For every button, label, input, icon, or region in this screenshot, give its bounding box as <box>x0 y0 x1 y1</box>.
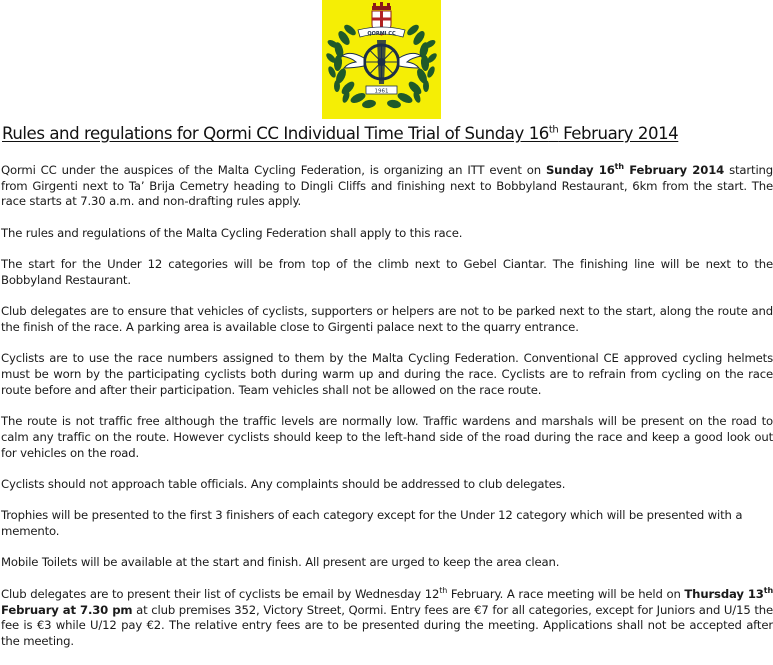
paragraph-trophies: Trophies will be presented to the first 3 finishers of each category except for the Under 12 category which will be presented with a memento. <box>1 508 743 539</box>
meeting-date-day: Thursday 13 <box>684 586 764 601</box>
intro-text-rest: starting from Girgenti next to Ta’ Brija Cemetry heading to Dingli Cliffs and finishing next to Bobbyland Restaurant, 6km from the start. The race starts at 7.30 a.m. and non-drafting rules apply. <box>1 163 773 209</box>
page-title <box>2 124 772 143</box>
paragraph-parking: Club delegates are to ensure that vehicles of cyclists, supporters or helpers are not to be parked next to the start, along the route and the finish of the race. A parking area is available close to Girgenti palace next to the quarry entrance. <box>1 304 773 334</box>
logo-club-name: QORMI CC <box>367 31 396 37</box>
logo-year: 1961 <box>374 88 389 95</box>
paragraph-under12-start: The start for the Under 12 categories will be from top of the climb next to Gebel Ciantar. The finishing line will be next to the Bobbyland Restaurant. <box>1 257 773 287</box>
meeting-text-rest: at club premises 352, Victory Street, Qormi. Entry fees are €7 for all categories, except for Juniors and U/15 the fee is €3 while U/12 pay €2. The relative entry fees are to be presented during the meeting. Applications shall not be accepted after the meeting. <box>1 602 773 648</box>
intro-text: Qormi CC under the auspices of the Malta Cycling Federation, is organizing an ITT event on <box>1 163 546 177</box>
meeting-date-day-sup: th <box>763 585 773 595</box>
title-text-end: February 2014 <box>558 124 679 143</box>
intro-date <box>546 163 724 177</box>
rules-body <box>1 163 773 665</box>
paragraph-race-numbers: Cyclists are to use the race numbers assigned to them by the Malta Cycling Federation. Conventional CE approved cycling helmets must be worn by the participating cyclists both during warm up and during the race. Cyclists are to refrain from cycling on the race route before and after their participation. Team vehicles shall not be allowed on the race route. <box>1 351 773 397</box>
paragraph-officials: Cyclists should not approach table officials. Any complaints should be addressed to club delegates. <box>1 476 566 491</box>
paragraph-meeting <box>1 587 773 650</box>
meeting-text: Club delegates are to present their list of cyclists be email by Wednesday 12 <box>1 586 440 601</box>
paragraph-regulations: The rules and regulations of the Malta Cycling Federation shall apply to this race. <box>1 225 463 240</box>
meeting-text-mid: February. A race meeting will be held on <box>447 586 685 601</box>
title-superscript: th <box>548 124 559 136</box>
intro-date-month: February 2014 <box>623 163 725 177</box>
intro-date-day: Sunday 16 <box>545 163 615 177</box>
meeting-date-time: February at 7.30 pm <box>1 602 133 617</box>
meeting-date-sup: th <box>439 585 448 595</box>
club-logo <box>322 0 441 119</box>
intro-date-sup: th <box>614 162 624 172</box>
paragraph-intro <box>1 163 773 210</box>
paragraph-traffic: The route is not traffic free although the traffic levels are normally low. Traffic wardens and marshals will be present on the road to calm any traffic on the route. However cyclists should keep to the left-hand side of the road during the race and keep a good look out for vehicles on the road. <box>1 414 773 460</box>
paragraph-toilets: Mobile Toilets will be available at the start and finish. All present are urged to keep the area clean. <box>1 555 560 570</box>
logo-emblem <box>322 0 441 119</box>
title-text: Rules and regulations for Qormi CC Individual Time Trial of Sunday 16 <box>2 124 549 143</box>
